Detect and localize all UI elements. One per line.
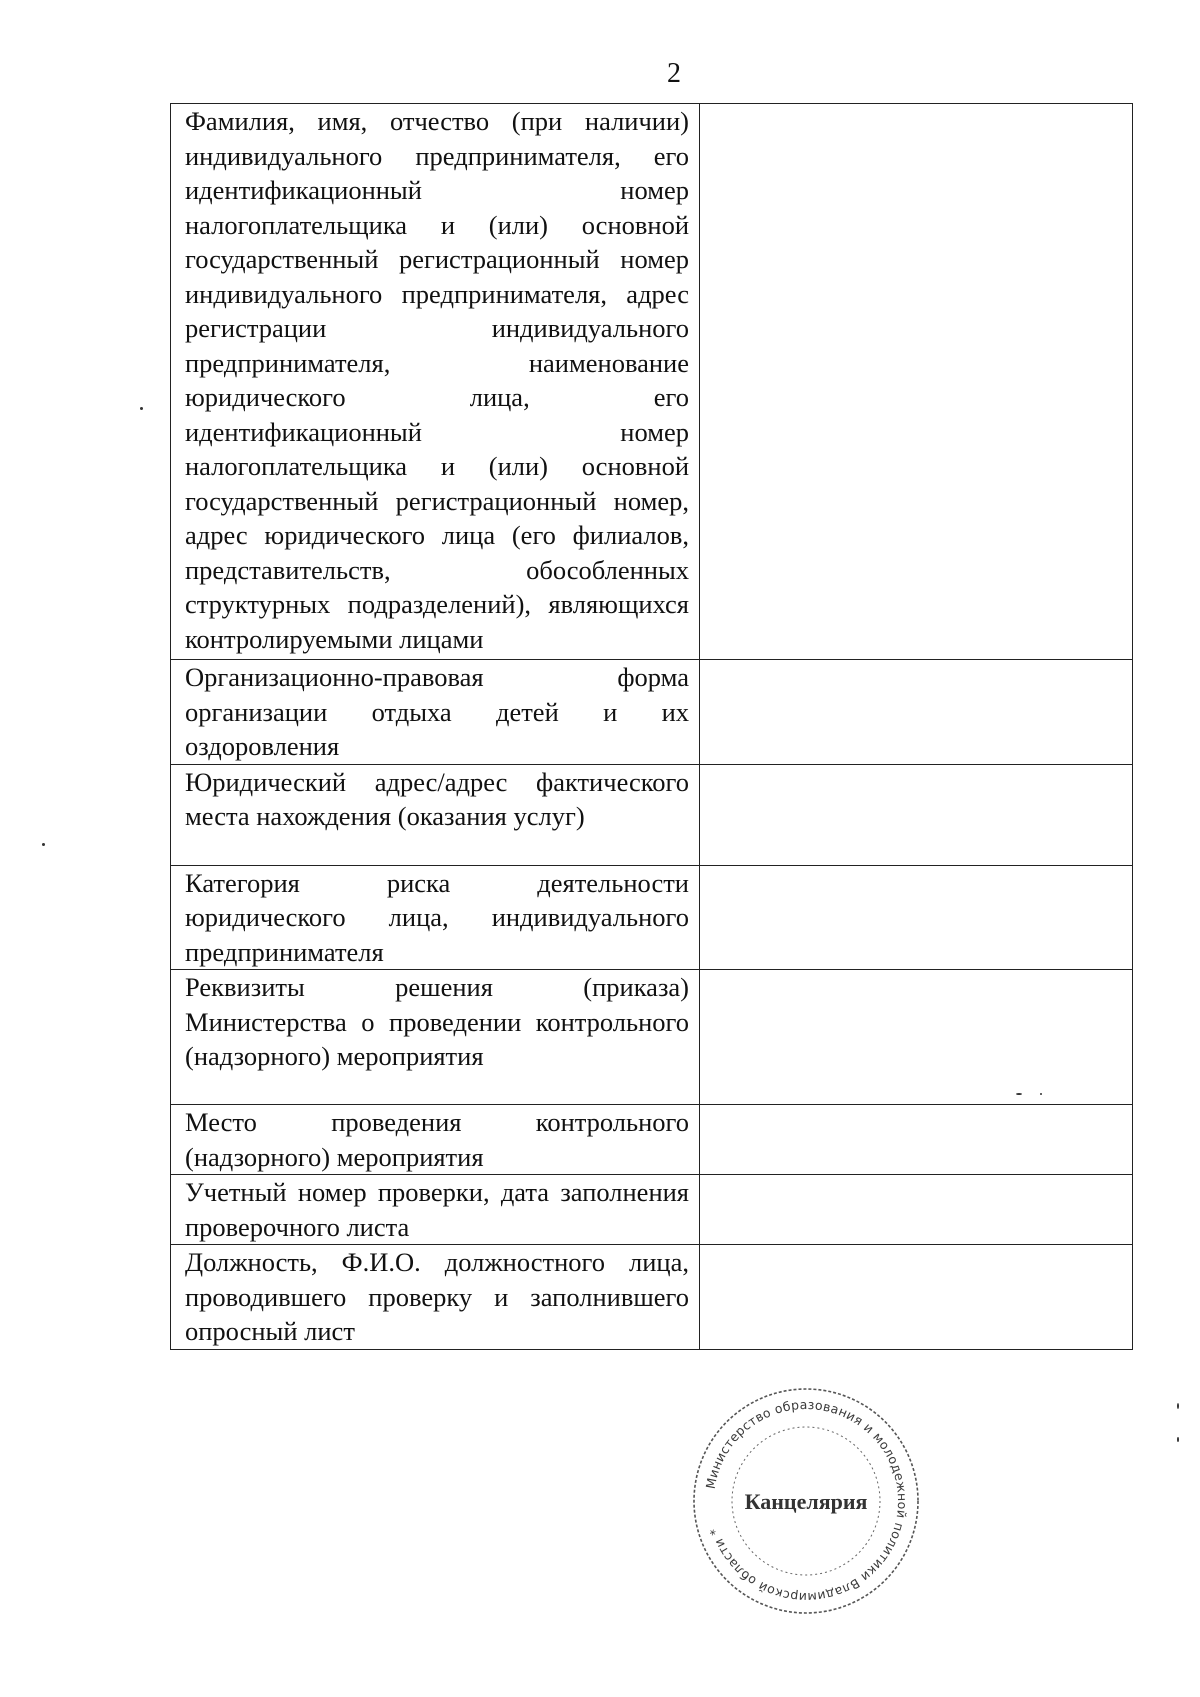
row-label-legal-form: Организационно-правовая форма организации отдыха детей и их оздоровления [171,660,700,765]
row-label-official: Должность, Ф.И.О. должностного лица, проводившего проверку и заполнившего опросный лист [171,1245,700,1350]
scan-speck [1016,1093,1022,1095]
row-value-legal-form [700,660,1133,765]
office-stamp [690,1385,922,1617]
row-label-controlled-persons: Фамилия, имя, отчество (при наличии) индивидуального предпринимателя, его идентификационный номер налогоплательщика и (или) основной государственный регистрационный номер индивидуального предпринимателя, адрес регистрации индивидуального предпринимателя, наименование юридического лица, его идентификационный номер налогоплательщика и (или) основной государственный регистрационный номер, адрес юридического лица (его филиалов, представительств, обособленных структурных подразделений), являющихся контролируемыми лицами [171,104,700,660]
row-value-inspection-place [700,1105,1133,1175]
row-value-controlled-persons [700,104,1133,660]
scan-speck [140,407,143,410]
page-number: 2 [667,58,681,89]
table-row [171,104,1133,660]
table-row [171,1245,1133,1350]
row-label-risk-category: Категория риска деятельности юридического лица, индивидуального предпринимателя [171,865,700,970]
table-row [171,660,1133,765]
scan-speck [42,843,45,846]
scan-speck [1177,1403,1179,1409]
table-row [171,970,1133,1105]
info-table [170,103,1133,1350]
scan-speck [1177,1437,1179,1442]
table-row [171,1175,1133,1245]
row-value-address [700,764,1133,865]
row-label-decision-details: Реквизиты решения (приказа) Министерства о проведении контрольного (надзорного) мероприятия [171,970,700,1105]
table-row [171,865,1133,970]
stamp-ring-text: Министерство образования и молодежной политики Владимирской области * [702,1396,911,1606]
table-row [171,1105,1133,1175]
row-label-inspection-number: Учетный номер проверки, дата заполнения проверочного листа [171,1175,700,1245]
row-value-official [700,1245,1133,1350]
stamp-center-text: Канцелярия [744,1489,868,1514]
row-label-address: Юридический адрес/адрес фактического места нахождения (оказания услуг) [171,764,700,865]
row-value-inspection-number [700,1175,1133,1245]
row-label-inspection-place: Место проведения контрольного (надзорного) мероприятия [171,1105,700,1175]
scan-speck [1040,1093,1042,1095]
table-row [171,764,1133,865]
row-value-risk-category [700,865,1133,970]
row-value-decision-details [700,970,1133,1105]
